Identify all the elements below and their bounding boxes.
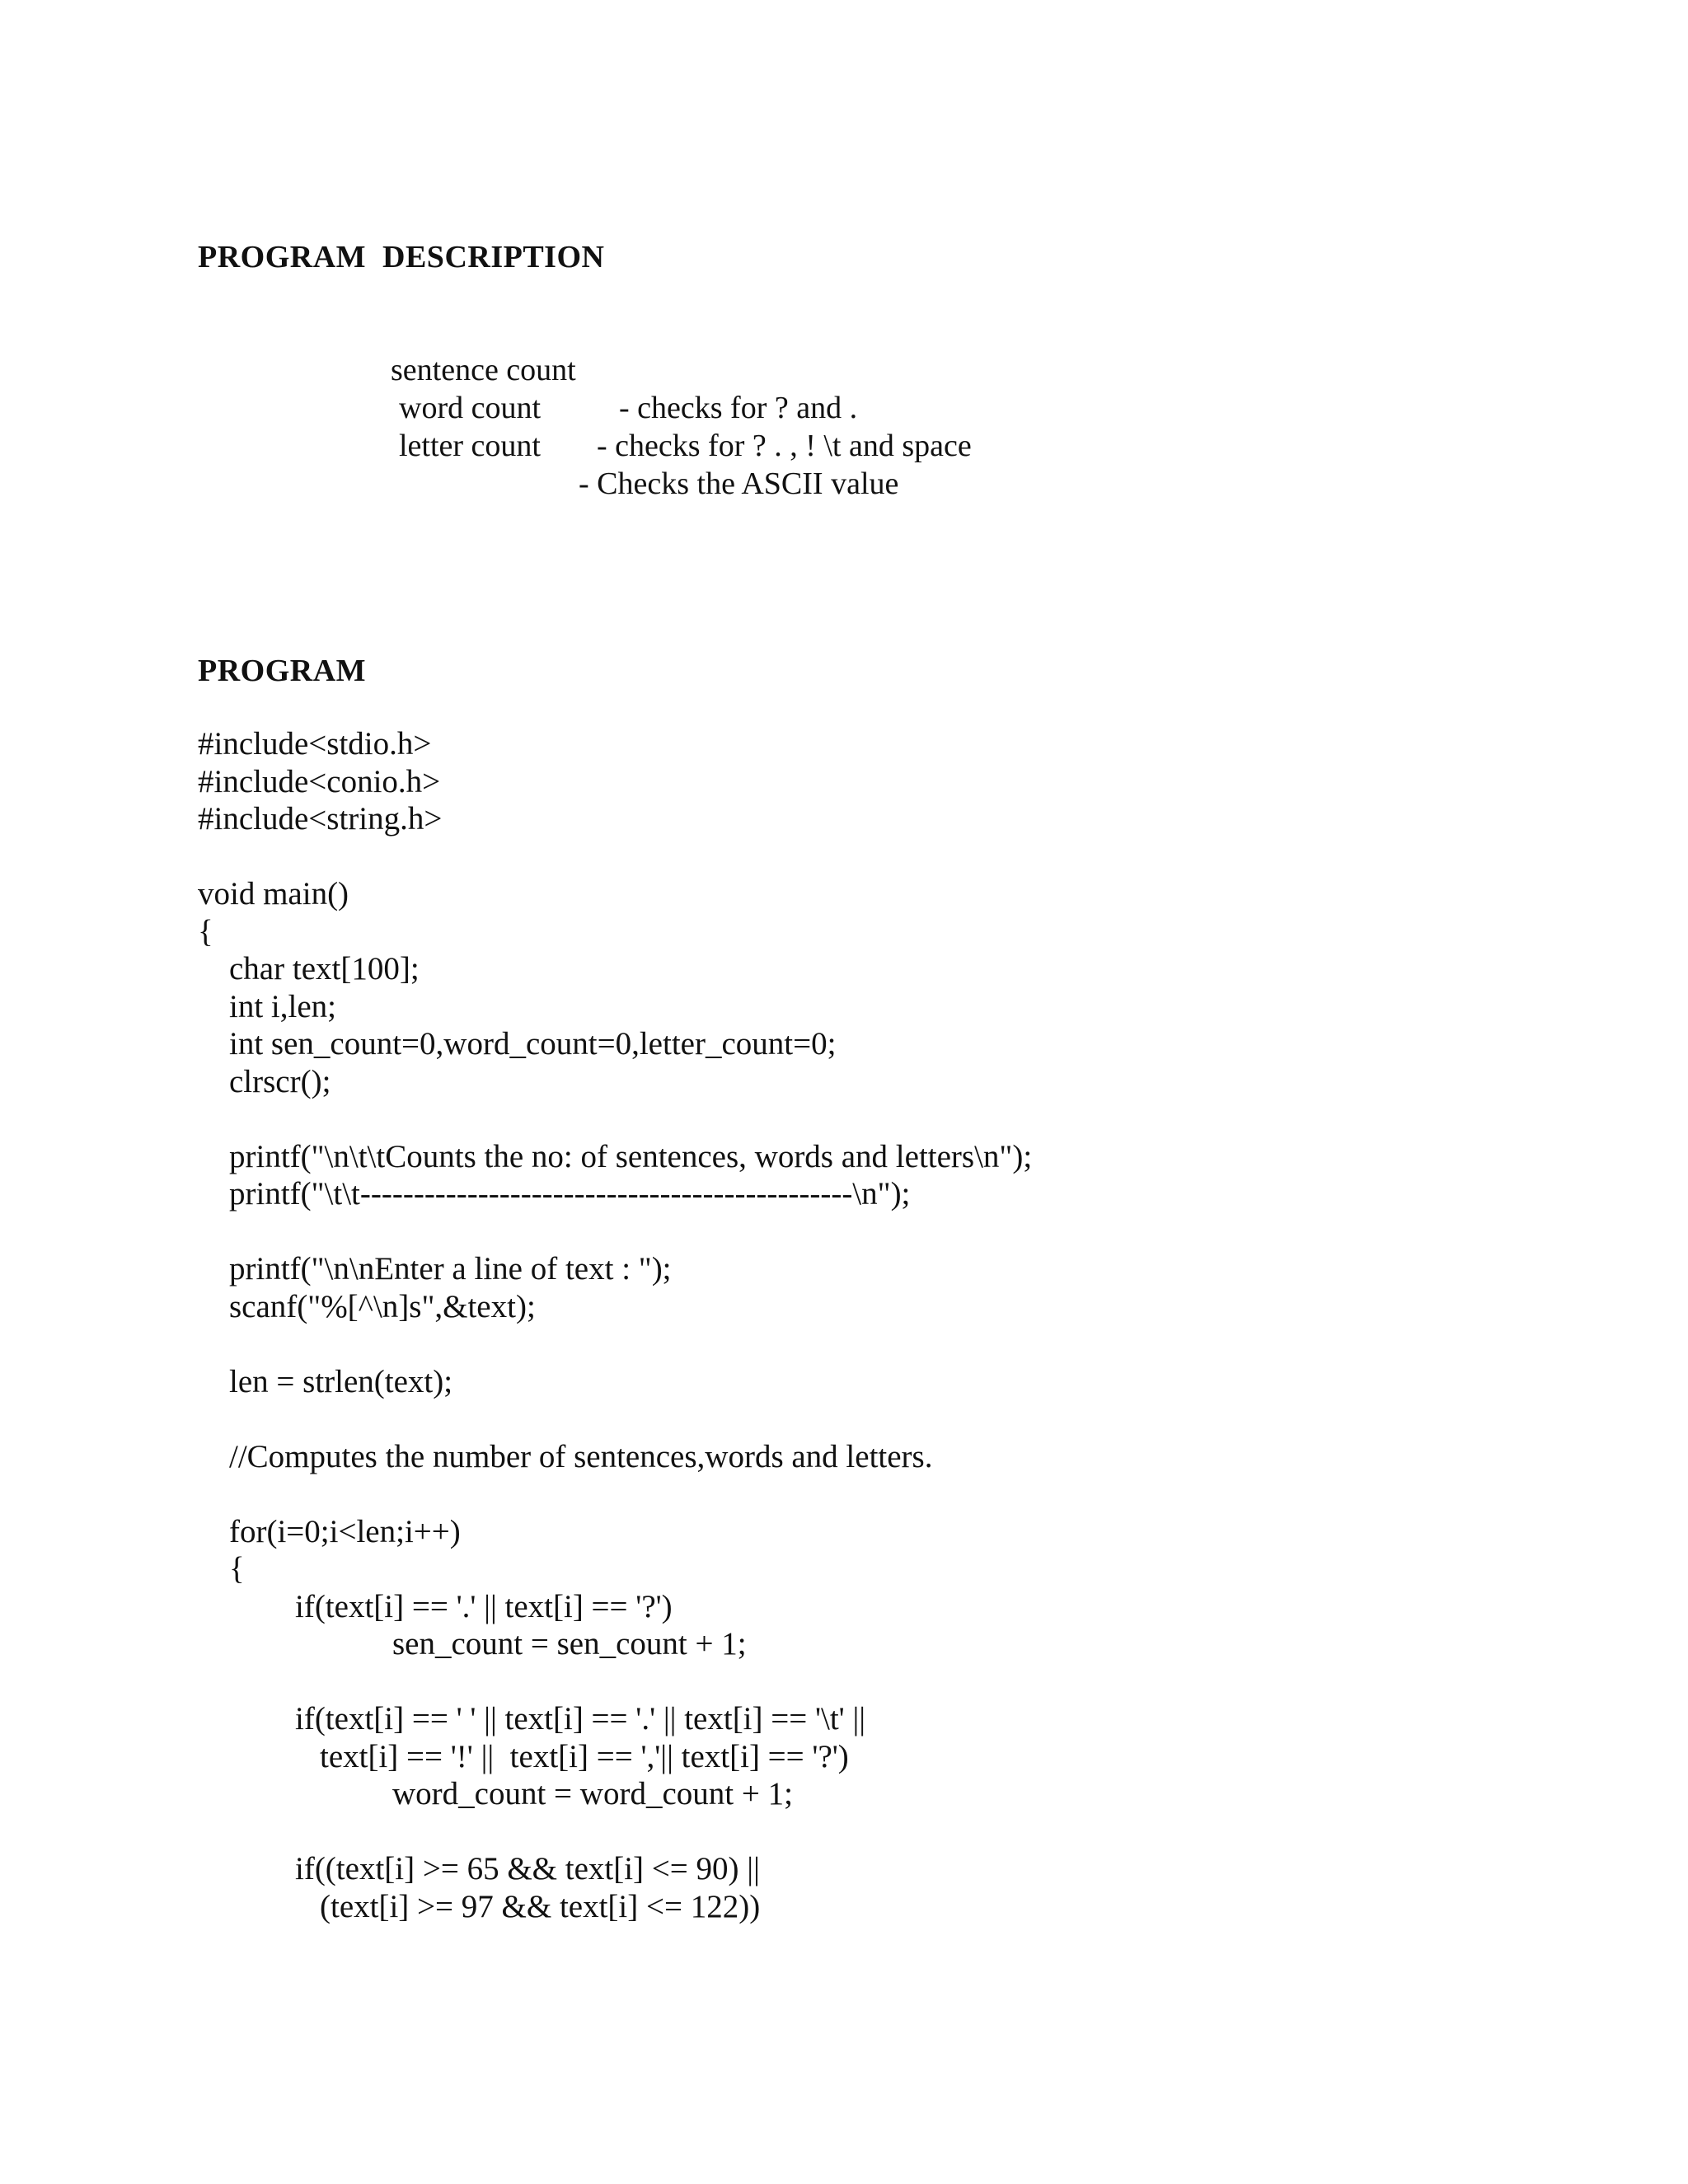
description-definition: - checks for ? . , ! \t and space [597, 429, 972, 463]
code-text: if((text[i] >= 65 && text[i] <= 90) || [295, 1851, 760, 1886]
code-line [198, 1400, 1665, 1438]
code-line [198, 1813, 1665, 1851]
code-line [198, 763, 1665, 801]
code-text: for(i=0;i<len;i++) [229, 1513, 461, 1549]
code-line [198, 838, 1665, 876]
program-code [198, 725, 1665, 1925]
code-text: scanf("%[^\n]s",&text); [229, 1288, 536, 1324]
code-line [198, 950, 1665, 988]
code-line [198, 1250, 1665, 1288]
code-text: int i,len; [229, 988, 336, 1024]
code-text: void main() [198, 876, 349, 912]
description-definition: - checks for ? and . [619, 391, 858, 425]
code-text: clrscr(); [229, 1063, 331, 1099]
code-text: char text[100]; [229, 951, 420, 987]
program-description-heading: PROGRAM DESCRIPTION [198, 240, 605, 274]
code-text: printf("\t\t----------------------------------------------\n"); [229, 1176, 911, 1212]
code-line [198, 1513, 1665, 1551]
code-line [198, 1625, 1665, 1663]
code-text: { [198, 913, 213, 949]
code-line [198, 1775, 1665, 1813]
code-line [198, 1363, 1665, 1401]
code-text: { [229, 1551, 245, 1586]
code-line [198, 875, 1665, 913]
code-text: #include<string.h> [198, 801, 443, 837]
code-line [198, 1475, 1665, 1513]
code-line [198, 1738, 1665, 1776]
description-definition: - Checks the ASCII value [579, 466, 899, 501]
code-line [198, 1550, 1665, 1588]
description-term: word count [399, 391, 542, 425]
code-line [198, 1175, 1665, 1213]
code-line [198, 1700, 1665, 1738]
code-line [198, 1288, 1665, 1326]
code-line [198, 1025, 1665, 1063]
code-text: word_count = word_count + 1; [392, 1776, 793, 1811]
code-line [198, 800, 1665, 838]
code-text: sen_count = sen_count + 1; [392, 1626, 747, 1661]
code-text: len = strlen(text); [229, 1363, 453, 1399]
code-text: printf("\n\t\tCounts the no: of sentences, words and letters\n"); [229, 1138, 1033, 1174]
code-line [198, 1888, 1665, 1926]
code-line [198, 1138, 1665, 1176]
code-text: (text[i] >= 97 && text[i] <= 122)) [320, 1888, 761, 1924]
code-line [198, 988, 1665, 1026]
code-line [198, 1063, 1665, 1101]
code-line [198, 1213, 1665, 1251]
description-list [391, 313, 972, 501]
code-line [198, 1588, 1665, 1626]
description-term: sentence count [391, 353, 576, 387]
description-term: letter count [399, 429, 541, 463]
code-line [198, 1438, 1665, 1476]
code-text: if(text[i] == ' ' || text[i] == '.' || text[i] == '\t' || [295, 1701, 866, 1736]
code-text: int sen_count=0,word_count=0,letter_count=0; [229, 1026, 837, 1062]
code-text: #include<conio.h> [198, 763, 441, 799]
code-line [198, 1100, 1665, 1138]
code-line [198, 1325, 1665, 1363]
code-text: printf("\n\nEnter a line of text : "); [229, 1251, 672, 1286]
code-line [198, 1663, 1665, 1701]
code-text: text[i] == '!' || text[i] == ','|| text[i] == '?') [320, 1738, 849, 1774]
code-text: #include<stdio.h> [198, 726, 432, 762]
code-comment: //Computes the number of sentences,words and letters. [229, 1438, 933, 1474]
code-line [198, 1850, 1665, 1888]
code-line [198, 725, 1665, 763]
code-text: if(text[i] == '.' || text[i] == '?') [295, 1588, 673, 1624]
program-heading: PROGRAM [198, 654, 367, 688]
code-line [198, 913, 1665, 951]
